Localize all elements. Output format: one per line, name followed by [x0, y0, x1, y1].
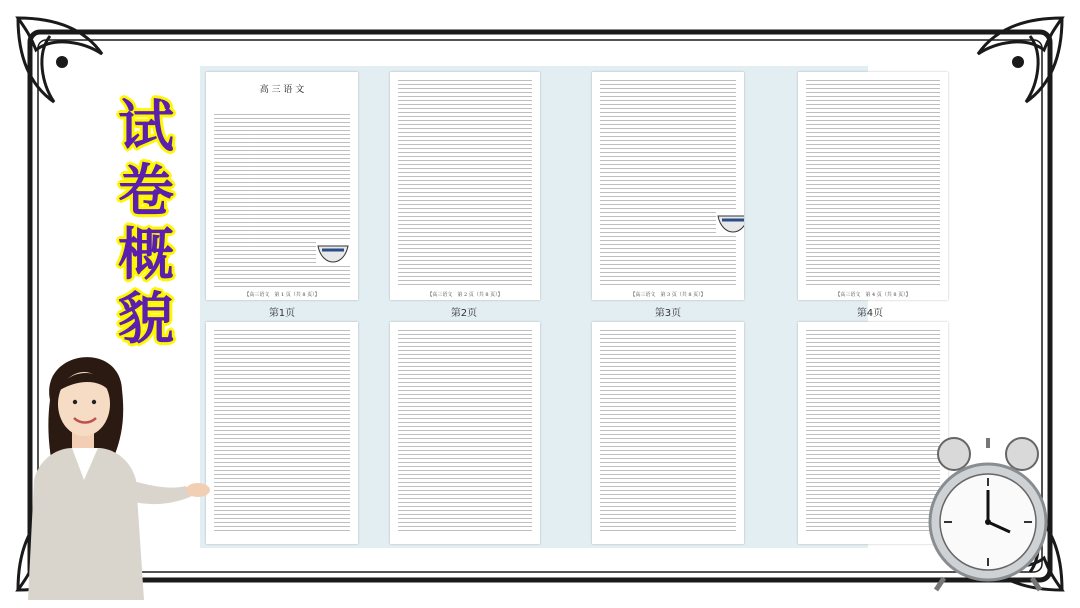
page-text-lines: [600, 330, 736, 532]
page-footer: 【高三语文 第 1 页（共 8 页）】: [206, 291, 358, 298]
exam-page-gallery: [200, 66, 911, 548]
exam-page-3[interactable]: [592, 72, 744, 300]
porcelain-bowl-icon: [716, 212, 744, 234]
page-text-lines: [398, 80, 532, 288]
page-footer: 【高三语文 第 2 页（共 8 页）】: [390, 291, 540, 298]
page-title: 高 三 语 文: [206, 80, 358, 97]
page-text-lines: [214, 330, 350, 532]
banner-char: 概: [118, 223, 174, 288]
exam-page-4[interactable]: [798, 72, 948, 300]
exam-page-5[interactable]: [206, 322, 358, 544]
banner-char: 貌: [118, 287, 174, 352]
page-footer: 【高三语文 第 4 页（共 8 页）】: [798, 291, 948, 298]
presenter-woman-icon: [10, 330, 210, 604]
page-text-lines: [398, 330, 532, 532]
banner-char: 卷: [118, 159, 174, 224]
page-label: 第1页: [268, 308, 296, 319]
exam-page-6[interactable]: [390, 322, 540, 544]
banner-title: [108, 96, 184, 352]
porcelain-bowl-icon: [316, 242, 350, 264]
exam-page-7[interactable]: [592, 322, 744, 544]
page-text-lines: [806, 80, 940, 288]
page-label: 第4页: [856, 308, 884, 319]
page-label: 第2页: [450, 308, 478, 319]
alarm-clock-icon: [918, 432, 1058, 596]
page-text-lines: [600, 80, 736, 288]
page-label: 第3页: [654, 308, 682, 319]
exam-page-1[interactable]: [206, 72, 358, 300]
page-footer: 【高三语文 第 3 页（共 8 页）】: [592, 291, 744, 298]
banner-char: 试: [118, 95, 174, 160]
exam-page-2[interactable]: [390, 72, 540, 300]
